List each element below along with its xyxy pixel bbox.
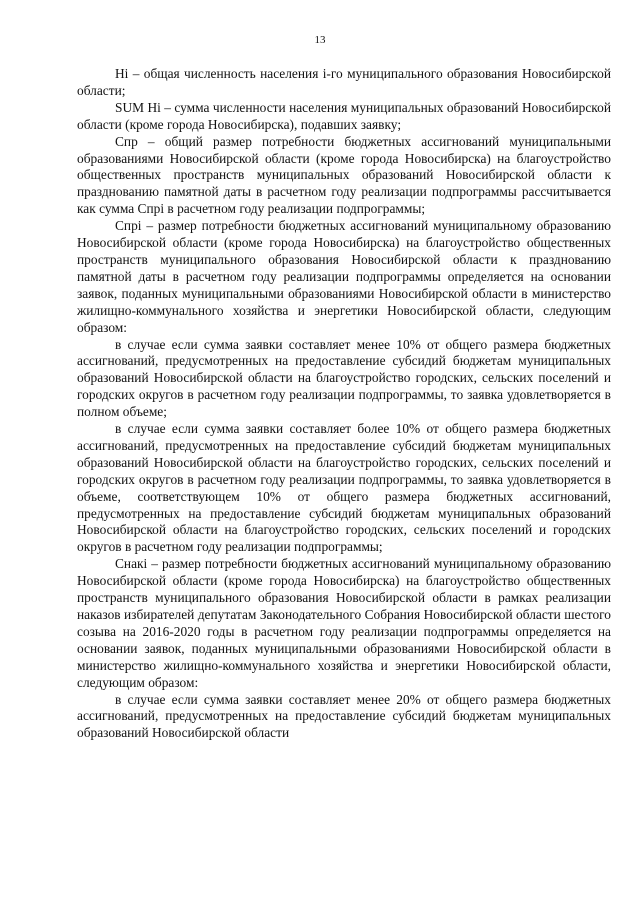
paragraph-condition-over-10: в случае если сумма заявки составляет более 10% от общего размера бюджетных ассигнований, предусмотренных на предоставление субсидий бюджетам муниципальных образований Новосибирской области на благоустройство городских, сельских поселений и городских округов в расчетном году реализации подпрограммы, то заявка удовлетворяется в объеме, соответствующем 10% от общего размера бюджетных ассигнований, предусмотренных на предоставление субсидий бюджетам муниципальных образований Новосибирской области на благоустройство городских, сельских поселений и городских округов в расчетном году реализации подпрограммы; <box>77 421 611 555</box>
paragraph-condition-under-10: в случае если сумма заявки составляет менее 10% от общего размера бюджетных ассигнований, предусмотренных на предоставление субсидий бюджетам муниципальных образований Новосибирской области на благоустройство городских, сельских поселений и городских округов в расчетном году реализации подпрограммы, то заявка удовлетворяется в полном объеме; <box>77 336 611 420</box>
paragraph-snaki-definition: Снакi – размер потребности бюджетных ассигнований муниципальному образованию Новосибирской области (кроме города Новосибирска) на благоустройство общественных пространств муниципального образования Новосибирской области в рамках реализации наказов избирателей депутатам Законодательного Собрания Новосибирской области шестого созыва на 2016-2020 годы в расчетном году реализации подпрограммы определяется на основании заявок, поданных муниципальными образованиями Новосибирской области в министерство жилищно-коммунального хозяйства и энергетики Новосибирской области, следующим образом: <box>77 556 611 690</box>
paragraph-spr-definition: Спр – общий размер потребности бюджетных ассигнований муниципальными образованиями Новосибирской области (кроме города Новосибирска) на благоустройство общественных пространств муниципальных образований Новосибирской области к празднованию памятной даты в расчетном году реализации подпрограммы рассчитывается как сумма Спрi в расчетном году реализации подпрограммы; <box>77 133 611 217</box>
paragraph-hi-definition: Hi – общая численность населения i-го муниципального образования Новосибирской области; <box>77 66 611 98</box>
paragraph-spri-definition: Спрi – размер потребности бюджетных ассигнований муниципальному образованию Новосибирской области (кроме города Новосибирска) на благоустройство общественных пространств муниципального образования Новосибирской области к празднованию памятной даты в расчетном году реализации подпрограммы определяется на основании заявок, поданных муниципальными образованиями Новосибирской области в министерство жилищно-коммунального хозяйства и энергетики Новосибирской области, следующим образом: <box>77 218 611 335</box>
paragraph-sum-hi-definition: SUM Hi – сумма численности населения муниципальных образований Новосибирской области (кроме города Новосибирска), подавших заявку; <box>77 99 611 132</box>
paragraph-condition-under-20: в случае если сумма заявки составляет менее 20% от общего размера бюджетных ассигнований, предусмотренных на предоставление субсидий бюджетам муниципальных образований Новосибирской области <box>77 691 611 741</box>
document-body <box>77 66 611 742</box>
page-number: 13 <box>314 34 326 46</box>
